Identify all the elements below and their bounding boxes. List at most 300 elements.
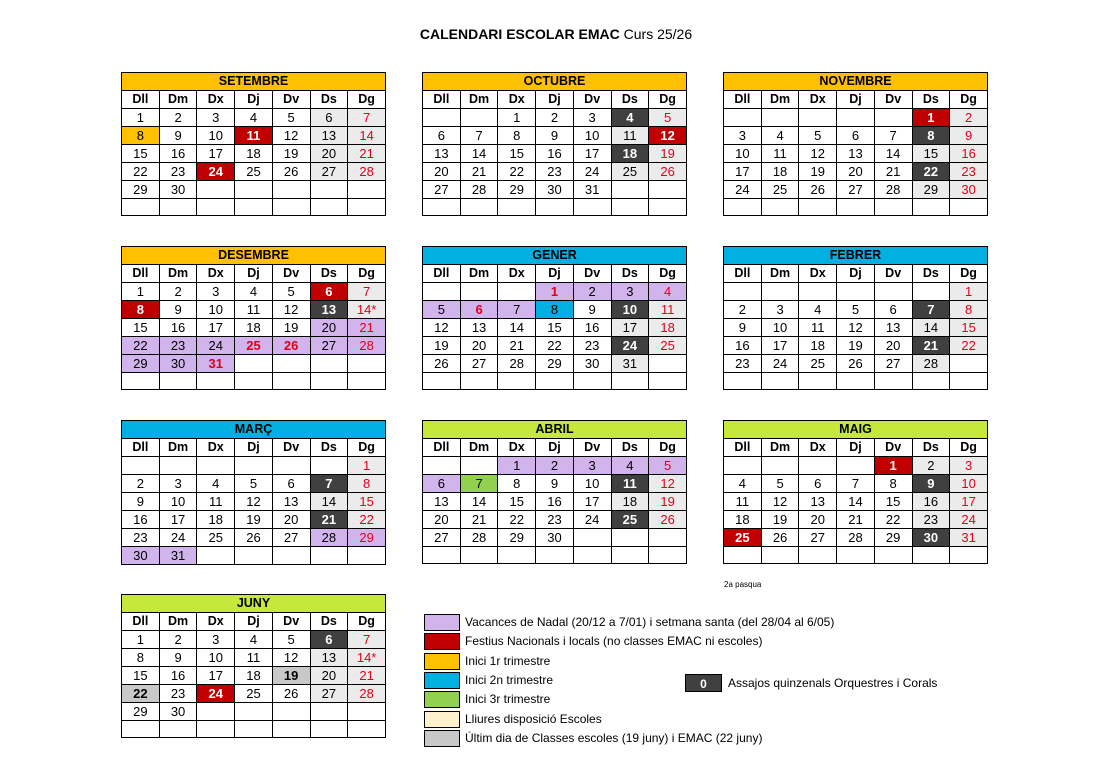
- day-cell: 9: [912, 475, 950, 493]
- day-cell: 26: [423, 355, 461, 373]
- day-cell: 23: [724, 355, 762, 373]
- day-name: Dj: [837, 91, 875, 109]
- day-name: Ds: [912, 439, 950, 457]
- day-cell: [950, 355, 988, 373]
- day-cell: 12: [272, 127, 310, 145]
- day-cell: 30: [159, 181, 197, 199]
- day-cell: 15: [498, 493, 536, 511]
- day-cell: 24: [611, 337, 649, 355]
- day-cell: 4: [761, 127, 799, 145]
- day-name: Dv: [874, 265, 912, 283]
- day-cell: 26: [272, 685, 310, 703]
- day-cell: 13: [874, 319, 912, 337]
- day-cell: [761, 109, 799, 127]
- day-cell: 19: [272, 667, 310, 685]
- day-cell: 2: [912, 457, 950, 475]
- day-cell: 5: [272, 109, 310, 127]
- day-name: Dll: [423, 91, 461, 109]
- day-cell: 8: [498, 475, 536, 493]
- legend-item: [424, 653, 904, 671]
- day-cell: 10: [197, 649, 235, 667]
- day-name: Dm: [460, 265, 498, 283]
- day-cell: 26: [272, 337, 310, 355]
- day-cell: [197, 457, 235, 475]
- day-cell: 6: [423, 127, 461, 145]
- day-cell: 14: [348, 127, 386, 145]
- day-name: Dg: [348, 613, 386, 631]
- day-cell: 31: [611, 355, 649, 373]
- day-name: Ds: [310, 265, 348, 283]
- day-cell: 26: [272, 163, 310, 181]
- day-cell: 6: [272, 475, 310, 493]
- day-cell: [724, 199, 762, 216]
- day-cell: 20: [874, 337, 912, 355]
- day-cell: 25: [611, 163, 649, 181]
- day-cell: 21: [498, 337, 536, 355]
- day-cell: [611, 529, 649, 547]
- day-name: Dv: [272, 91, 310, 109]
- month-5: [723, 246, 988, 390]
- day-cell: 27: [837, 181, 875, 199]
- day-cell: 4: [611, 109, 649, 127]
- day-cell: 29: [122, 703, 160, 721]
- day-cell: [235, 457, 273, 475]
- day-cell: 16: [912, 493, 950, 511]
- day-name: Dv: [874, 439, 912, 457]
- day-name: Dv: [272, 265, 310, 283]
- day-cell: [423, 457, 461, 475]
- day-cell: 12: [649, 475, 687, 493]
- day-cell: 14: [460, 145, 498, 163]
- day-cell: [536, 199, 574, 216]
- day-cell: 16: [159, 319, 197, 337]
- day-cell: 28: [498, 355, 536, 373]
- day-cell: 17: [197, 667, 235, 685]
- day-cell: 17: [611, 319, 649, 337]
- day-name: Dll: [122, 613, 160, 631]
- legend-item: [424, 711, 904, 729]
- day-cell: 29: [536, 355, 574, 373]
- day-cell: 6: [423, 475, 461, 493]
- day-cell: 28: [310, 529, 348, 547]
- day-name: Dj: [837, 265, 875, 283]
- day-cell: 23: [536, 163, 574, 181]
- day-cell: 13: [423, 145, 461, 163]
- day-cell: 28: [460, 529, 498, 547]
- day-cell: [272, 703, 310, 721]
- day-cell: 11: [799, 319, 837, 337]
- legend-label: Vacances de Nadal (20/12 a 7/01) i setmana santa (del 28/04 al 6/05): [465, 615, 835, 629]
- day-cell: 8: [874, 475, 912, 493]
- day-cell: 23: [159, 337, 197, 355]
- day-cell: [310, 721, 348, 738]
- day-cell: 21: [348, 667, 386, 685]
- legend-swatch: [424, 672, 460, 689]
- day-cell: 27: [310, 685, 348, 703]
- day-cell: 29: [874, 529, 912, 547]
- day-cell: 14: [498, 319, 536, 337]
- day-name: Dj: [536, 265, 574, 283]
- day-cell: 17: [573, 493, 611, 511]
- day-cell: [837, 547, 875, 564]
- day-cell: 21: [460, 511, 498, 529]
- day-cell: [536, 373, 574, 390]
- day-cell: 10: [761, 319, 799, 337]
- day-cell: 5: [761, 475, 799, 493]
- day-cell: 1: [498, 109, 536, 127]
- day-cell: 26: [761, 529, 799, 547]
- day-name: Dj: [235, 439, 273, 457]
- day-cell: [536, 547, 574, 564]
- day-cell: [423, 283, 461, 301]
- day-cell: 17: [159, 511, 197, 529]
- day-name: Dll: [724, 91, 762, 109]
- day-cell: [761, 457, 799, 475]
- day-cell: [122, 457, 160, 475]
- day-cell: 9: [536, 475, 574, 493]
- day-cell: [348, 373, 386, 390]
- day-name: Dg: [950, 91, 988, 109]
- day-cell: 23: [950, 163, 988, 181]
- day-cell: 2: [122, 475, 160, 493]
- month-2: [723, 72, 988, 216]
- day-cell: 3: [724, 127, 762, 145]
- day-cell: 5: [649, 457, 687, 475]
- day-cell: [611, 199, 649, 216]
- day-cell: 18: [197, 511, 235, 529]
- day-cell: 29: [348, 529, 386, 547]
- day-cell: 10: [724, 145, 762, 163]
- day-cell: [122, 199, 160, 216]
- day-cell: 18: [649, 319, 687, 337]
- day-cell: [724, 283, 762, 301]
- day-cell: 5: [799, 127, 837, 145]
- day-cell: 30: [536, 181, 574, 199]
- day-cell: 22: [536, 337, 574, 355]
- day-cell: [498, 199, 536, 216]
- day-cell: 26: [649, 511, 687, 529]
- day-cell: 13: [423, 493, 461, 511]
- day-cell: 20: [837, 163, 875, 181]
- day-cell: [837, 109, 875, 127]
- day-cell: [310, 199, 348, 216]
- day-cell: 7: [498, 301, 536, 319]
- day-cell: 13: [272, 493, 310, 511]
- day-cell: 25: [761, 181, 799, 199]
- day-name: Dm: [159, 439, 197, 457]
- day-name: Ds: [611, 265, 649, 283]
- legend-label: Inici 2n trimestre: [465, 672, 554, 687]
- day-cell: 30: [122, 547, 160, 565]
- day-cell: [874, 109, 912, 127]
- day-cell: [950, 547, 988, 564]
- day-name: Dv: [573, 265, 611, 283]
- rehearsal-label: Assajos quinzenals Orquestres i Corals: [728, 676, 938, 690]
- day-name: Dv: [272, 613, 310, 631]
- month-3: [121, 246, 386, 390]
- day-cell: [423, 373, 461, 390]
- day-cell: 29: [122, 181, 160, 199]
- day-cell: 13: [310, 127, 348, 145]
- footnote: 2a pasqua: [724, 580, 762, 589]
- title-rest: Curs 25/26: [619, 26, 693, 42]
- day-cell: [761, 199, 799, 216]
- day-cell: 30: [573, 355, 611, 373]
- day-cell: 3: [573, 109, 611, 127]
- day-cell: 30: [159, 355, 197, 373]
- day-name: Dx: [498, 91, 536, 109]
- day-cell: 12: [272, 649, 310, 667]
- day-name: Ds: [912, 265, 950, 283]
- day-name: Dm: [159, 91, 197, 109]
- day-cell: [950, 199, 988, 216]
- day-cell: 18: [799, 337, 837, 355]
- day-cell: [272, 721, 310, 738]
- day-cell: 4: [799, 301, 837, 319]
- day-cell: 4: [235, 109, 273, 127]
- day-cell: 25: [197, 529, 235, 547]
- day-cell: 4: [611, 457, 649, 475]
- day-cell: [159, 199, 197, 216]
- day-name: Dm: [159, 613, 197, 631]
- day-cell: 7: [310, 475, 348, 493]
- day-cell: 20: [423, 511, 461, 529]
- day-cell: 18: [235, 319, 273, 337]
- day-cell: 17: [573, 145, 611, 163]
- day-cell: 22: [122, 337, 160, 355]
- day-cell: 9: [950, 127, 988, 145]
- legend-swatch: [424, 711, 460, 728]
- day-cell: 22: [498, 511, 536, 529]
- day-cell: [724, 109, 762, 127]
- day-cell: [573, 199, 611, 216]
- day-cell: 24: [197, 337, 235, 355]
- legend-swatch: [424, 653, 460, 670]
- day-cell: 24: [573, 163, 611, 181]
- day-cell: 8: [122, 649, 160, 667]
- day-cell: [649, 199, 687, 216]
- day-cell: [310, 355, 348, 373]
- day-cell: [159, 457, 197, 475]
- day-cell: 18: [724, 511, 762, 529]
- day-cell: 11: [235, 649, 273, 667]
- day-cell: 2: [573, 283, 611, 301]
- day-cell: [649, 529, 687, 547]
- day-cell: 10: [159, 493, 197, 511]
- day-cell: 25: [235, 685, 273, 703]
- day-cell: 1: [874, 457, 912, 475]
- day-cell: 16: [950, 145, 988, 163]
- day-cell: [310, 457, 348, 475]
- day-name: Dll: [122, 91, 160, 109]
- day-cell: [272, 547, 310, 565]
- day-cell: 23: [159, 685, 197, 703]
- day-name: Dj: [536, 439, 574, 457]
- day-cell: 28: [348, 163, 386, 181]
- day-cell: 21: [837, 511, 875, 529]
- day-cell: 27: [460, 355, 498, 373]
- day-cell: 2: [159, 283, 197, 301]
- day-cell: 16: [536, 145, 574, 163]
- day-cell: [498, 547, 536, 564]
- day-cell: 19: [272, 319, 310, 337]
- day-cell: 23: [912, 511, 950, 529]
- day-cell: 16: [159, 667, 197, 685]
- day-cell: [235, 199, 273, 216]
- day-cell: [310, 181, 348, 199]
- day-cell: [799, 457, 837, 475]
- day-name: Dll: [423, 265, 461, 283]
- day-cell: 7: [348, 109, 386, 127]
- day-name: Dg: [348, 91, 386, 109]
- day-cell: 15: [912, 145, 950, 163]
- day-cell: 6: [874, 301, 912, 319]
- day-cell: [235, 181, 273, 199]
- day-cell: 1: [122, 631, 160, 649]
- day-cell: 12: [761, 493, 799, 511]
- day-cell: 13: [799, 493, 837, 511]
- day-cell: 12: [272, 301, 310, 319]
- day-cell: 21: [310, 511, 348, 529]
- day-cell: [423, 109, 461, 127]
- day-name: Dm: [761, 439, 799, 457]
- day-cell: 7: [912, 301, 950, 319]
- day-cell: 10: [573, 475, 611, 493]
- day-cell: 19: [235, 511, 273, 529]
- day-cell: 14: [837, 493, 875, 511]
- day-name: Dll: [122, 439, 160, 457]
- day-cell: 20: [460, 337, 498, 355]
- day-cell: [724, 457, 762, 475]
- legend-item: [424, 691, 904, 709]
- day-name: Dx: [799, 91, 837, 109]
- day-cell: [272, 457, 310, 475]
- day-cell: 4: [649, 283, 687, 301]
- day-cell: 11: [197, 493, 235, 511]
- day-name: Dx: [498, 439, 536, 457]
- day-cell: [837, 283, 875, 301]
- day-cell: 11: [724, 493, 762, 511]
- day-cell: 17: [197, 319, 235, 337]
- day-cell: 10: [611, 301, 649, 319]
- day-cell: [761, 283, 799, 301]
- day-cell: 7: [348, 631, 386, 649]
- day-cell: 26: [649, 163, 687, 181]
- day-cell: 15: [122, 667, 160, 685]
- day-cell: [611, 181, 649, 199]
- day-cell: 6: [799, 475, 837, 493]
- day-cell: [649, 181, 687, 199]
- day-cell: 3: [197, 631, 235, 649]
- day-cell: 1: [536, 283, 574, 301]
- month-4: [422, 246, 687, 390]
- legend-swatch: [424, 614, 460, 631]
- day-cell: 29: [498, 529, 536, 547]
- legend-swatch: [424, 730, 460, 747]
- day-cell: 25: [235, 163, 273, 181]
- day-cell: 28: [460, 181, 498, 199]
- legend-label: Festius Nacionals i locals (no classes EMAC ni escoles): [465, 634, 763, 649]
- day-cell: 27: [874, 355, 912, 373]
- day-name: Dll: [724, 439, 762, 457]
- day-cell: [272, 355, 310, 373]
- day-cell: 25: [235, 337, 273, 355]
- day-cell: 11: [611, 475, 649, 493]
- day-cell: [122, 373, 160, 390]
- legend-label: Inici 3r trimestre: [465, 692, 551, 707]
- day-cell: 16: [159, 145, 197, 163]
- day-cell: 2: [536, 457, 574, 475]
- month-9: [121, 594, 386, 738]
- day-name: Dg: [649, 91, 687, 109]
- day-cell: 19: [649, 145, 687, 163]
- day-cell: 16: [573, 319, 611, 337]
- month-name: ABRIL: [423, 421, 687, 439]
- legend-swatch: [424, 691, 460, 708]
- day-cell: [573, 547, 611, 564]
- day-name: Ds: [611, 439, 649, 457]
- day-cell: 5: [235, 475, 273, 493]
- day-cell: 24: [197, 685, 235, 703]
- day-cell: 8: [122, 301, 160, 319]
- day-cell: 28: [912, 355, 950, 373]
- day-cell: 18: [761, 163, 799, 181]
- legend-label: Lliures disposició Escoles: [465, 711, 602, 726]
- day-cell: 5: [272, 283, 310, 301]
- day-cell: 20: [310, 145, 348, 163]
- day-name: Dv: [272, 439, 310, 457]
- day-cell: 29: [498, 181, 536, 199]
- day-cell: [837, 373, 875, 390]
- day-cell: 21: [460, 163, 498, 181]
- day-cell: 20: [310, 319, 348, 337]
- day-name: Dm: [761, 265, 799, 283]
- day-cell: [460, 199, 498, 216]
- day-cell: 1: [348, 457, 386, 475]
- day-cell: [235, 547, 273, 565]
- day-cell: [799, 547, 837, 564]
- month-0: [121, 72, 386, 216]
- month-name: SETEMBRE: [122, 73, 386, 91]
- day-cell: [724, 547, 762, 564]
- day-cell: 5: [272, 631, 310, 649]
- rehearsal-swatch: 0: [685, 674, 722, 692]
- day-name: Dll: [423, 439, 461, 457]
- day-cell: 27: [310, 337, 348, 355]
- day-cell: [874, 283, 912, 301]
- day-cell: [912, 547, 950, 564]
- day-cell: 15: [498, 145, 536, 163]
- day-cell: 17: [724, 163, 762, 181]
- day-cell: 10: [197, 301, 235, 319]
- day-cell: 23: [536, 511, 574, 529]
- day-cell: 8: [348, 475, 386, 493]
- day-cell: 11: [235, 301, 273, 319]
- day-cell: 30: [950, 181, 988, 199]
- day-cell: 27: [310, 163, 348, 181]
- day-cell: [235, 721, 273, 738]
- day-cell: [724, 373, 762, 390]
- day-cell: [348, 181, 386, 199]
- day-cell: 3: [197, 283, 235, 301]
- day-cell: 21: [348, 145, 386, 163]
- day-cell: [874, 547, 912, 564]
- day-cell: [761, 547, 799, 564]
- month-name: FEBRER: [724, 247, 988, 265]
- day-cell: [310, 703, 348, 721]
- day-cell: [649, 547, 687, 564]
- legend-label: Inici 1r trimestre: [465, 653, 551, 668]
